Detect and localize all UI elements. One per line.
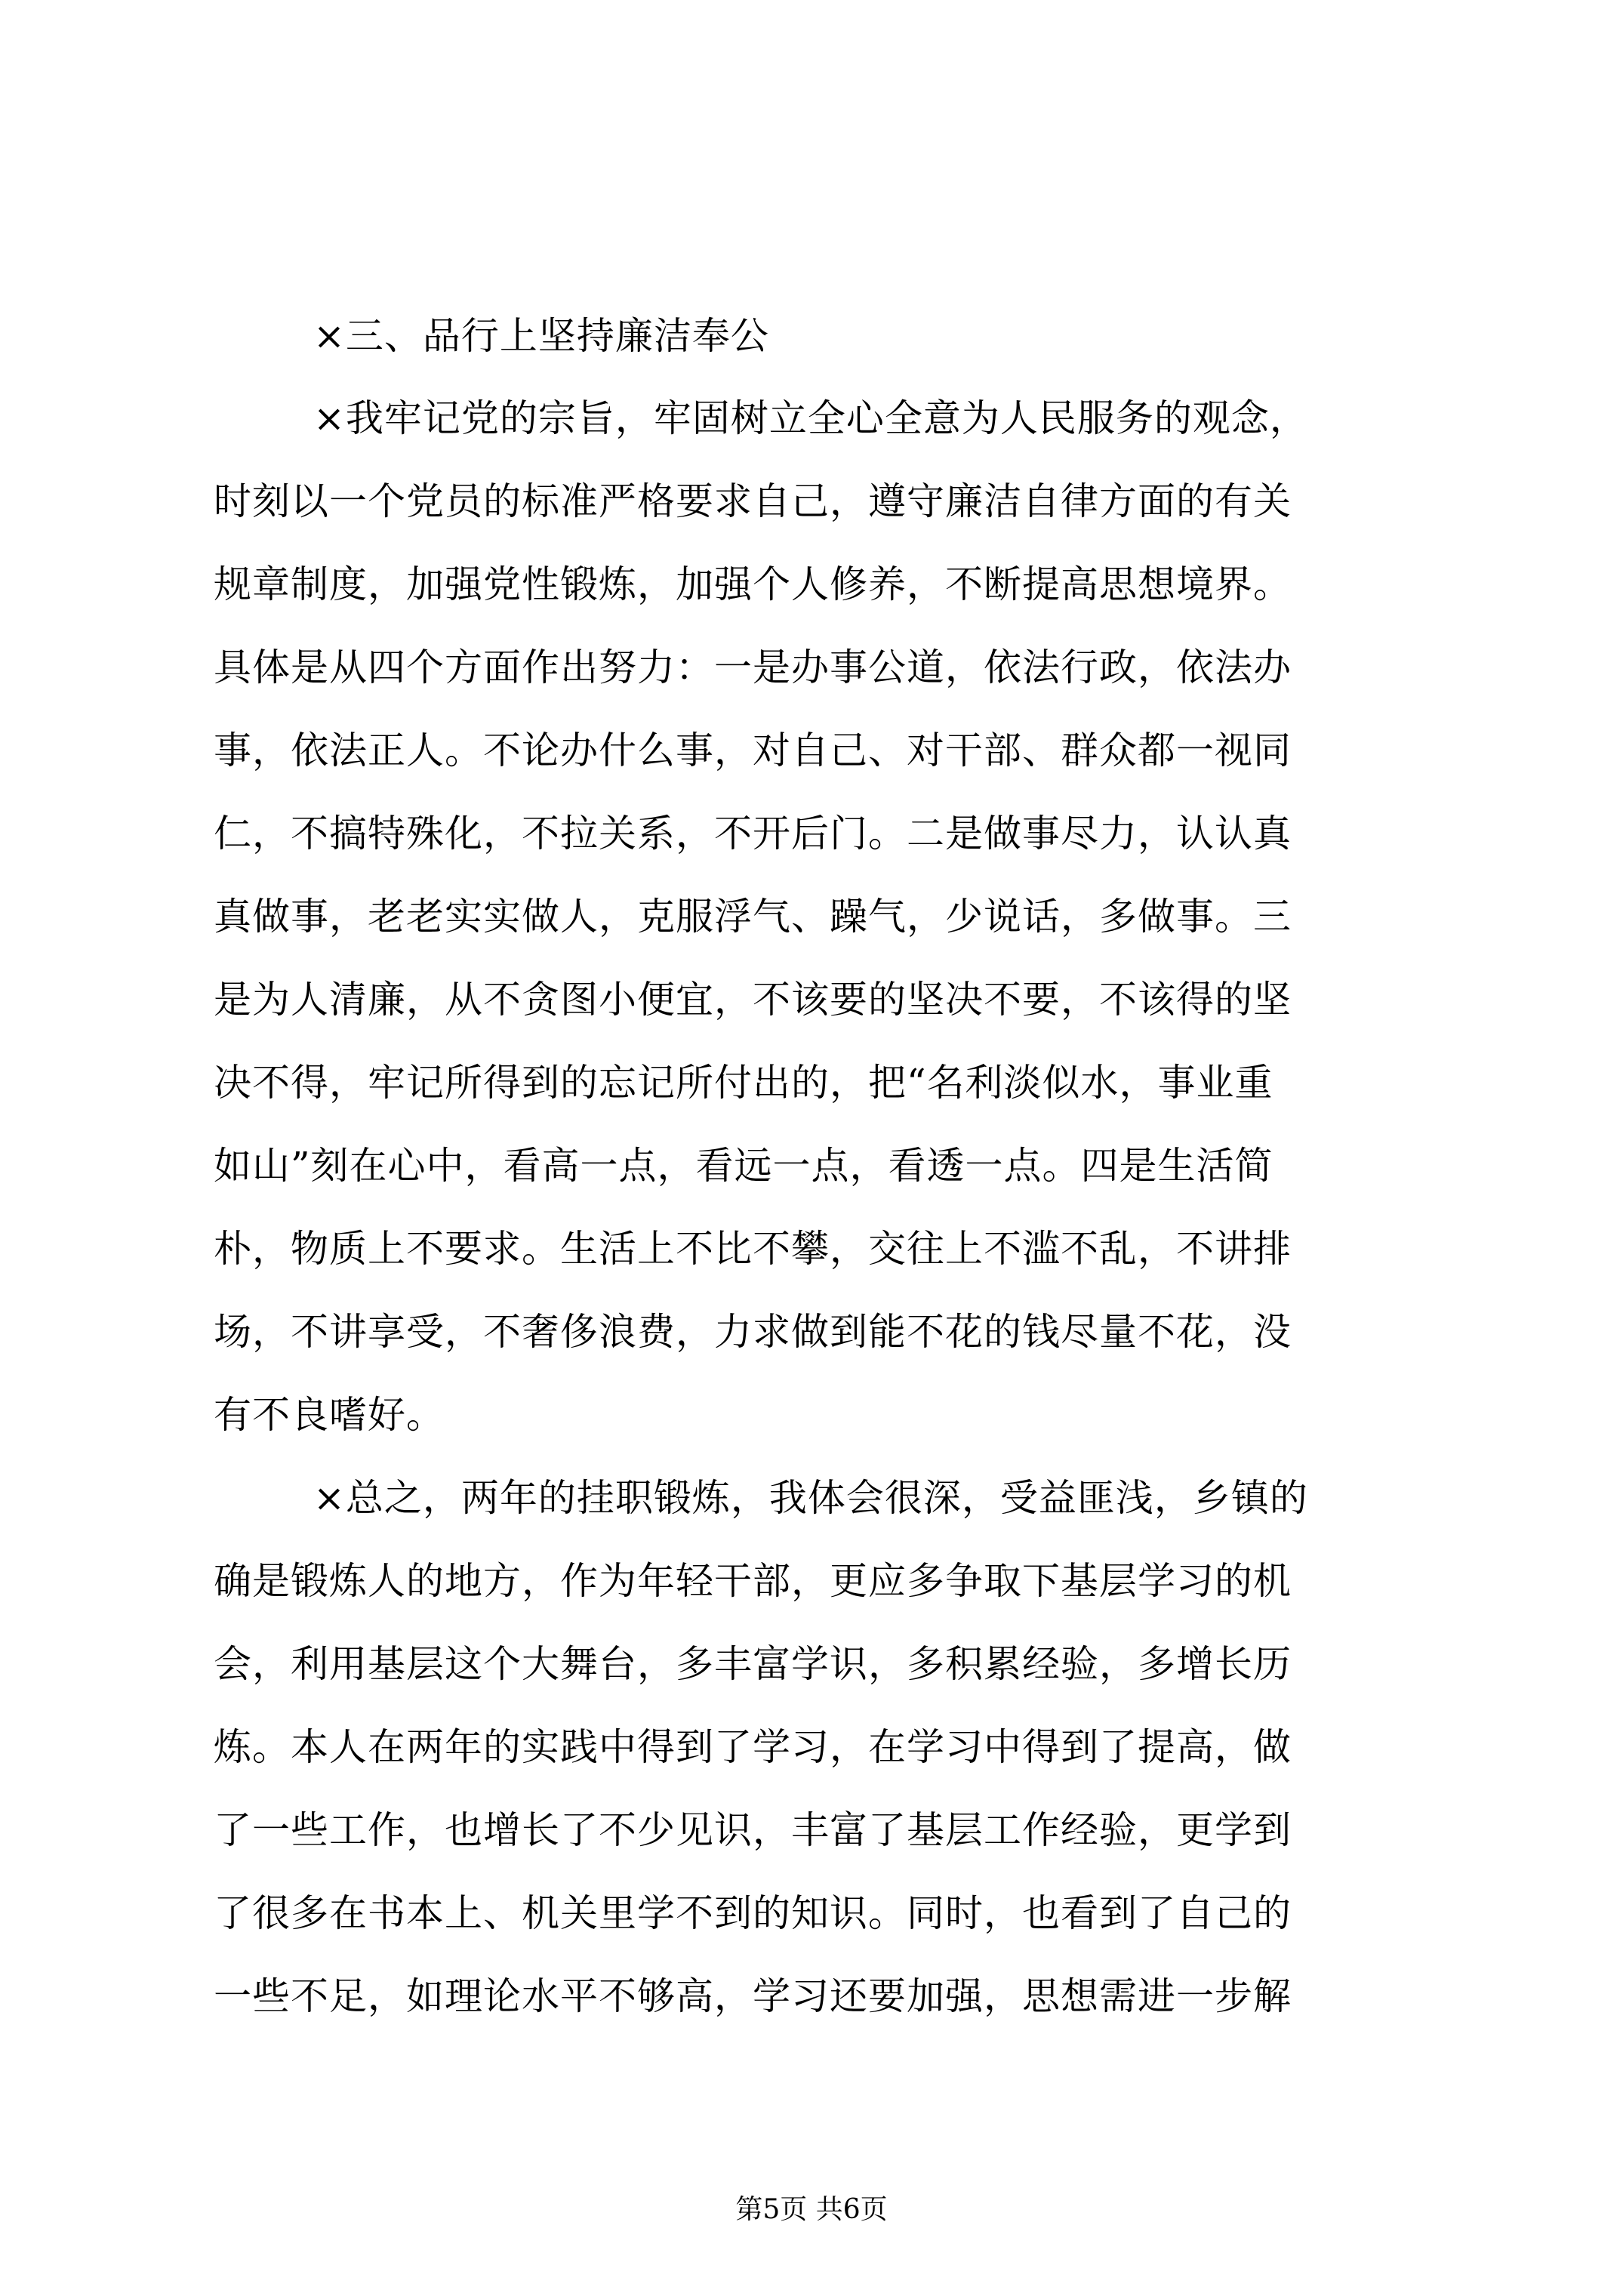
- page-number: 第5页 共6页: [735, 2194, 888, 2225]
- paragraph-line: 时刻以一个党员的标准严格要求自己，遵守廉洁自律方面的有关: [214, 479, 1292, 523]
- paragraph-line: 了一些工作，也增长了不少见识，丰富了基层工作经验，更学到: [214, 1808, 1292, 1852]
- paragraph-line: 一些不足，如理论水平不够高，学习还要加强，思想需进一步解: [214, 1974, 1292, 2018]
- paragraph-line: 是为人清廉，从不贪图小便宜，不该要的坚决不要，不该得的坚: [214, 978, 1292, 1022]
- section-heading: ×三、品行上坚持廉洁奉公: [313, 314, 769, 358]
- paragraph-line: 真做事，老老实实做人，克服浮气、躁气，少说话，多做事。三: [214, 895, 1292, 938]
- paragraph-line: 场，不讲享受，不奢侈浪费，力求做到能不花的钱尽量不花，没: [214, 1310, 1292, 1354]
- paragraph-line: ×我牢记党的宗旨，牢固树立全心全意为人民服务的观念，: [313, 396, 1308, 440]
- paragraph-line: ×总之，两年的挂职锻炼，我体会很深，受益匪浅，乡镇的: [313, 1476, 1308, 1520]
- paragraph-line: 仁，不搞特殊化，不拉关系，不开后门。二是做事尽力，认认真: [214, 812, 1292, 855]
- paragraph-line: 如山”刻在心中，看高一点，看远一点，看透一点。四是生活简: [214, 1144, 1273, 1188]
- paragraph-line: 事，依法正人。不论办什么事，对自己、对干部、群众都一视同: [214, 729, 1292, 772]
- paragraph-line: 具体是从四个方面作出努力：一是办事公道，依法行政，依法办: [214, 646, 1292, 689]
- paragraph-line: 朴，物质上不要求。生活上不比不攀，交往上不滥不乱，不讲排: [214, 1227, 1292, 1271]
- paragraph-line: 决不得，牢记所得到的忘记所付出的，把“名利淡似水，事业重: [214, 1061, 1273, 1105]
- paragraph-line: 炼。本人在两年的实践中得到了学习，在学习中得到了提高，做: [214, 1725, 1292, 1769]
- paragraph-line: 有不良嗜好。: [214, 1393, 445, 1437]
- paragraph-line: 规章制度，加强党性锻炼，加强个人修养，不断提高思想境界。: [214, 562, 1292, 606]
- paragraph-line: 确是锻炼人的地方，作为年轻干部，更应多争取下基层学习的机: [214, 1559, 1292, 1603]
- paragraph-line: 了很多在书本上、机关里学不到的知识。同时，也看到了自己的: [214, 1891, 1292, 1935]
- paragraph-line: 会，利用基层这个大舞台，多丰富学识，多积累经验，多增长历: [214, 1642, 1292, 1686]
